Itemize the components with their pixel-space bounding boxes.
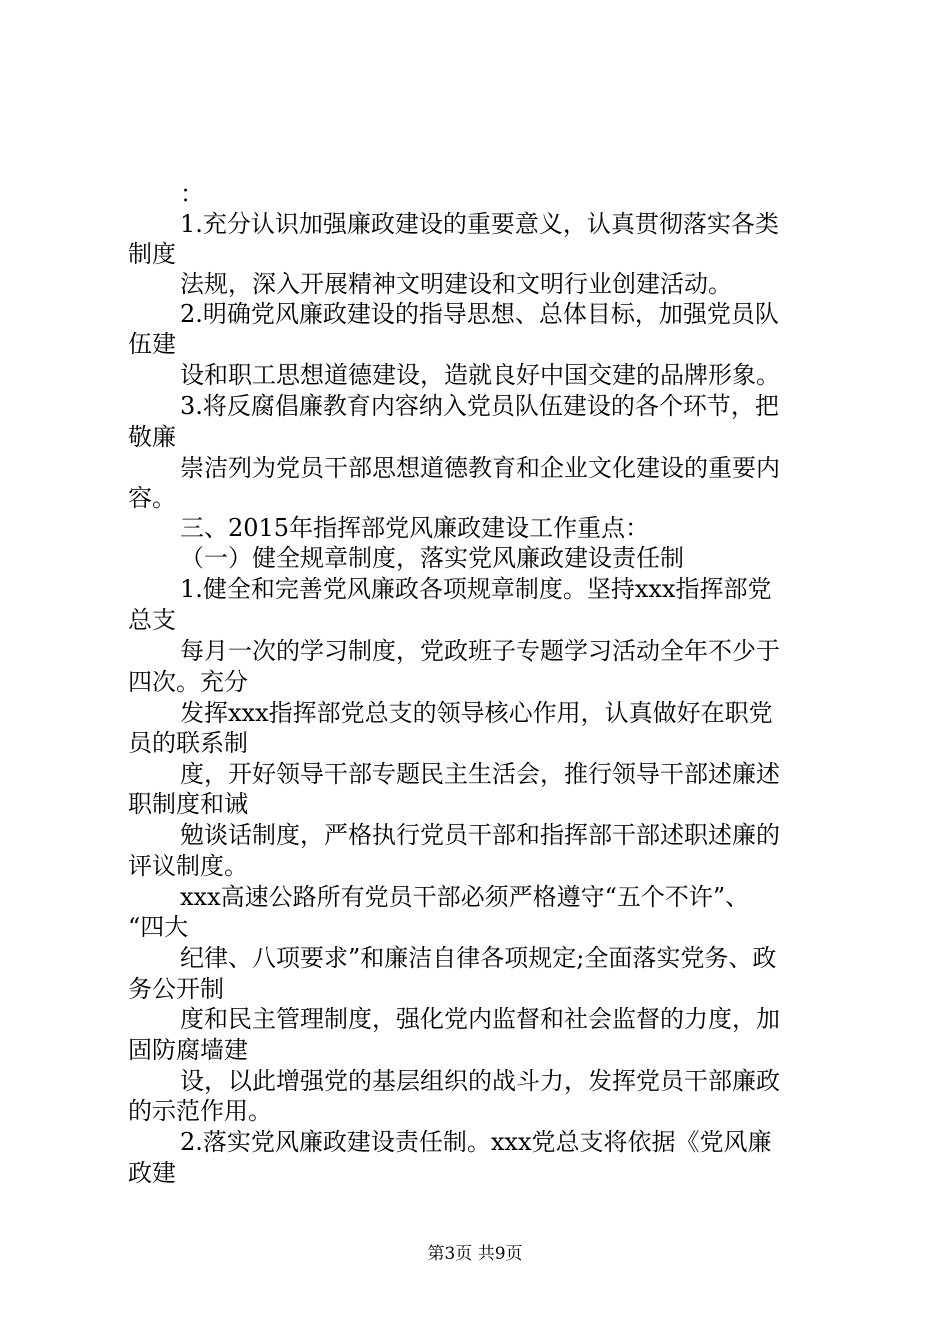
text-line: 设，以此增强党的基层组织的战斗力，发挥党员干部廉政 [180, 1067, 780, 1095]
text-line: 制度 [128, 240, 176, 268]
text-line: ： [180, 180, 204, 208]
text-line: 1.健全和完善党风廉政各项规章制度。坚持xxx指挥部党 [180, 575, 772, 603]
text-line: 总支 [128, 606, 176, 634]
text-line: 勉谈话制度，严格执行党员干部和指挥部干部述职述廉的 [180, 821, 780, 849]
text-line: 3.将反腐倡廉教育内容纳入党员队伍建设的各个环节，把 [180, 392, 779, 420]
text-line: 务公开制 [128, 975, 224, 1003]
text-line: 1.充分认识加强廉政建设的重要意义，认真贯彻落实各类 [180, 210, 779, 238]
text-line: “四大 [128, 913, 189, 941]
text-line: 的示范作用。 [128, 1097, 272, 1125]
text-line: 发挥xxx指挥部党总支的领导核心作用，认真做好在职党 [180, 699, 773, 727]
text-line: xxx高速公路所有党员干部必须严格遵守“五个不许”、 [180, 883, 750, 911]
text-line: 员的联系制 [128, 729, 248, 757]
text-line: 政建 [128, 1159, 176, 1187]
subsection-heading: （一）健全规章制度，落实党风廉政建设责任制 [180, 544, 684, 572]
text-line: 伍建 [128, 330, 176, 358]
text-line: 法规，深入开展精神文明建设和文明行业创建活动。 [180, 270, 732, 298]
text-line: 固防腐墙建 [128, 1036, 248, 1064]
text-line: 设和职工思想道德建设，造就良好中国交建的品牌形象。 [180, 361, 780, 389]
text-line: 2.落实党风廉政建设责任制。xxx党总支将依据《党风廉 [180, 1128, 772, 1156]
text-line: 2.明确党风廉政建设的指导思想、总体目标，加强党员队 [180, 300, 779, 328]
page-number-footer: 第3页 共9页 [427, 1244, 523, 1264]
text-line: 崇洁列为党员干部思想道德教育和企业文化建设的重要内 [180, 454, 780, 482]
text-line: 四次。充分 [128, 668, 248, 696]
text-line: 容。 [128, 484, 176, 512]
text-line: 评议制度。 [128, 852, 248, 880]
text-line: 敬廉 [128, 423, 176, 451]
text-line: 每月一次的学习制度，党政班子专题学习活动全年不少于 [180, 637, 780, 665]
text-line: 度和民主管理制度，强化党内监督和社会监督的力度，加 [180, 1005, 780, 1033]
text-line: 度，开好领导干部专题民主生活会，推行领导干部述廉述 [180, 760, 780, 788]
section-heading: 三、2015年指挥部党风廉政建设工作重点： [180, 514, 650, 542]
text-line: 职制度和诫 [128, 790, 248, 818]
text-line: 纪律、八项要求”和廉洁自律各项规定;全面落实党务、政 [180, 944, 777, 972]
